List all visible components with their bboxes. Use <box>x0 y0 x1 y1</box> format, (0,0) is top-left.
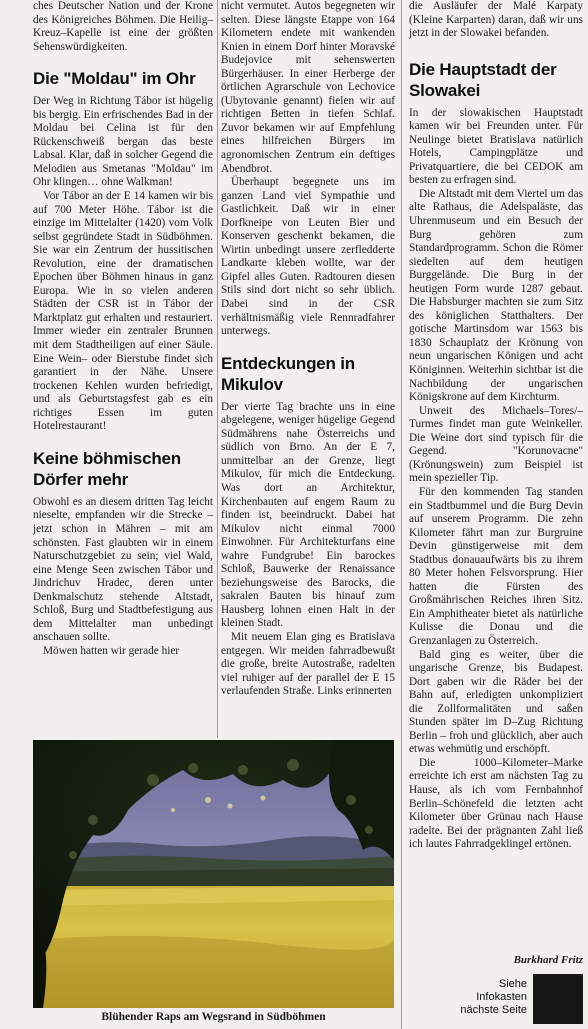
paragraph: Der Weg in Richtung Tábor ist hügelig bis bergig. Ein erfrischendes Bad in der Moldau bei Celina ist für den Rückenschweiß bergan das beste Labsal. Klar, daß in solcher Gegend die Melodien aus Smetanas "Moldau" im Ohr klingen… ohne Walkman! <box>33 95 213 189</box>
paragraph: Möwen hatten wir gerade hier <box>43 644 180 657</box>
photo-caption: Blühender Raps am Wegsrand in Südböhmen <box>101 1011 326 1023</box>
column-rule-right <box>401 0 402 1029</box>
paragraph: die Ausläufer der Malé Karpaty (Kleine Karparten) daran, daß wir uns jetzt in der Slowakei befanden. <box>409 0 583 40</box>
subheading-moldau: Die "Moldau" im Ohr <box>33 69 196 89</box>
article-column-2 <box>221 0 395 699</box>
paragraph: Bald ging es weiter, über die ungarische Grenze, bis Budapest. Dort gaben wir die Räder bei der Bahn auf, erledigten unkompliziert die Zollformalitäten und saßen Stunden später im D–Zug Richtung Berlin – froh und glücklich, aber auch etwas wehmütig und erschöpft. <box>409 648 583 756</box>
paragraph: Obwohl es an diesem dritten Tag leicht nieselte, empfanden wir die Strecke – jetzt schon in Mähren – mit am schönsten. Fast glaubten wir in einem Naturschutzgebiet zu sein; viel Wald, eine Menge Seen zwischen Tábor und Jindrichuv Hradec, deren unter Denkmalschutz stehende Altstadt, Schloß, Burg und Stadtbefestigung aus dem Mittelalter man unbedingt anschauen sollte. <box>33 495 213 644</box>
author-byline: Burkhard Fritz <box>513 954 583 966</box>
paragraph: Überhaupt begegnete uns im ganzen Land viel Sympathie und Gastlichkeit. Daß wir in einer Dorfkneipe von Leuten Bier und Konserven geschenkt bekamen, die Wirtin unbedingt unsere zerfledderte Landkarte kleben wollte, war der Gipfel alles Guten. Radtouren diesen Stils sind dort nicht so sehr üblich. Dabei sind in der CSR verhältnismäßig viele Rennradfahrer unterwegs. <box>221 176 395 338</box>
article-column-3 <box>409 0 583 852</box>
paragraph: Der vierte Tag brachte uns in eine abgelegene, weniger hügelige Gegend Südmährens nahe Österreichs und südlich von Brno. An der E 7, unmittelbar an der Grenze, liegt Mikulov, für mich die Entdeckung. Was dort an Architektur, Kirchenbauten auf engem Raum zu finden ist, beeindruckt. Dabei hat Mikulov nicht einmal 7000 Einwohner. Für Architekturfans eine wahre Fundgrube! Ein barockes Schloß, Bauwerke der Renaissance beziehungsweise des Barocks, die sakralen Bauten bis hinauf zum Hausberg lohnen einen Halt in der kleinen Stadt. <box>221 400 395 630</box>
info-box-square-marker <box>533 974 583 1024</box>
landscape-photo-image <box>33 740 394 1008</box>
photo-rapeseed-field <box>33 740 394 1008</box>
info-box-text <box>417 978 527 1017</box>
column-rule-left <box>217 0 218 738</box>
paragraph: Die 1000–Kilometer–Marke erreichte ich erst am nächsten Tag zu Hause, als ich vom Fernbahnhof Berlin–Schönefeld die letzten acht Kilometer über Grünau nach Hause radelte. Bei der prägnanten Zahl ließ ich lautes Fahrradgeklingel ertönen. <box>409 756 583 851</box>
paragraph: In der slowakischen Hauptstadt kamen wir bei Freunden unter. Für Neulinge bietet Bratislava natürlich Hotels, Campingplätze und Privatquartiere, die bei CEDOK am besten zu erfragen sind. <box>409 106 583 187</box>
info-line-3: nächste Seite <box>460 1004 527 1016</box>
article-column-1 <box>33 0 213 658</box>
subheading-mikulov: Entdeckungen in Mikulov <box>221 353 355 394</box>
paragraph: Mit neuem Elan ging es Bratislava entgegen. Wir meiden fahrradbewußt die große, breite Autostraße, radelten viel ruhiger auf der parallel der E 15 verlaufenden Straße. Links erinnerten <box>221 630 395 698</box>
info-box-reference <box>409 972 585 1024</box>
paragraph: ches Deutscher Nation und der Krone des Königreiches Böhmen. Die Heilig–Kreuz–Kapelle ist eine der größten Sehenswürdigkeiten. <box>33 0 213 53</box>
paragraph: Für den kommenden Tag standen ein Stadtbummel und die Burg Devin auf unserem Programm. Die zehn Kilometer fährt man zur Burgruine Devin günstigerweise mit dem Stadtbus donauaufwärts bis zu ihrem 80 Meter hohen Felsvorsprung. Hier hatten die Fürsten des Großmährischen Reiches ihren Sitz. Ein Amphitheater bietet als natürliche Kulisse die Donau und die Grenzanlagen zu Österreich. <box>409 485 583 647</box>
subheading-hauptstadt: Die Hauptstadt der Slowakei <box>409 59 557 100</box>
subheading-dorfer: Keine böhmischen Dörfer mehr <box>33 448 181 489</box>
paragraph: Vor Tábor an der E 14 kamen wir bis auf 700 Meter Höhe. Tábor ist die einzige im Mittelalter (1420) vom Volk selbst gegründete Stadt in Südböhmen. Sie war ein Zentrum der hussitischen Revolution, eine der dramatischen Epochen über Böhmen hinaus in ganz Europa. Wie in so vielen anderen Städten der CSR ist in Tábor der Marktplatz gut erhalten und restauriert. Immer wieder ein zentraler Brunnen mit dem Stadtheiligen auf einer Säule. Eine Wein– oder Bierstube findet sich garantiert in der Nähe. Unsere trockenen Kehlen wurden befriedigt, und als Geburtstagsfest gab es ein richtiges Essen im guten Hotelrestaurant! <box>33 190 213 433</box>
paragraph: nicht vermutet. Autos begegneten wir selten. Diese längste Etappe von 164 Kilometern endete mit wankenden Knien in einem Dorf hinter Moravské Budejovice mit sehenswerten Bürgerhäuser. In einer Herberge der örtlichen Agrarschule von Lechovice (Ubytovanie genannt) fielen wir auf richtigen Betten in tiefen Schlaf. Zuvor bekamen wir auf Empfehlung eines hilfreichen Bürgers im agronomischen Zentrum ein deftiges Abendbrot. <box>221 0 395 175</box>
info-line-1: Siehe <box>498 978 527 990</box>
paragraph: Unweit des Michaels–Tores/–Turmes findet man gute Weinkeller. Die Weine dort sind typisch für die Gegend. "Korunovacne" (Krönungswein) zum Beispiel ist mein spezieller Tip. <box>409 404 583 485</box>
info-line-2: Infokasten <box>476 991 527 1003</box>
paragraph: Die Altstadt mit dem Viertel um das alte Rathaus, die Adelspaläste, das Uhrenmuseum und ein Besuch der Burg gehören zum Standardprogramm. Schon die Römer siedelten auf dem heutigen Burggelände. Die Burg in der heutigen Form wurde 1287 gebaut. Die Habsburger machten sie zum Sitz des königlichen Statthalters. Der gotische Martinsdom war 1563 bis 1830 Schauplatz der Krönung von neun ungarischen Königen und acht Königinnen. Weiterhin sichtbar ist die Nachbildung der ungarischen Königskrone auf dem Kirchturm. <box>409 187 583 404</box>
